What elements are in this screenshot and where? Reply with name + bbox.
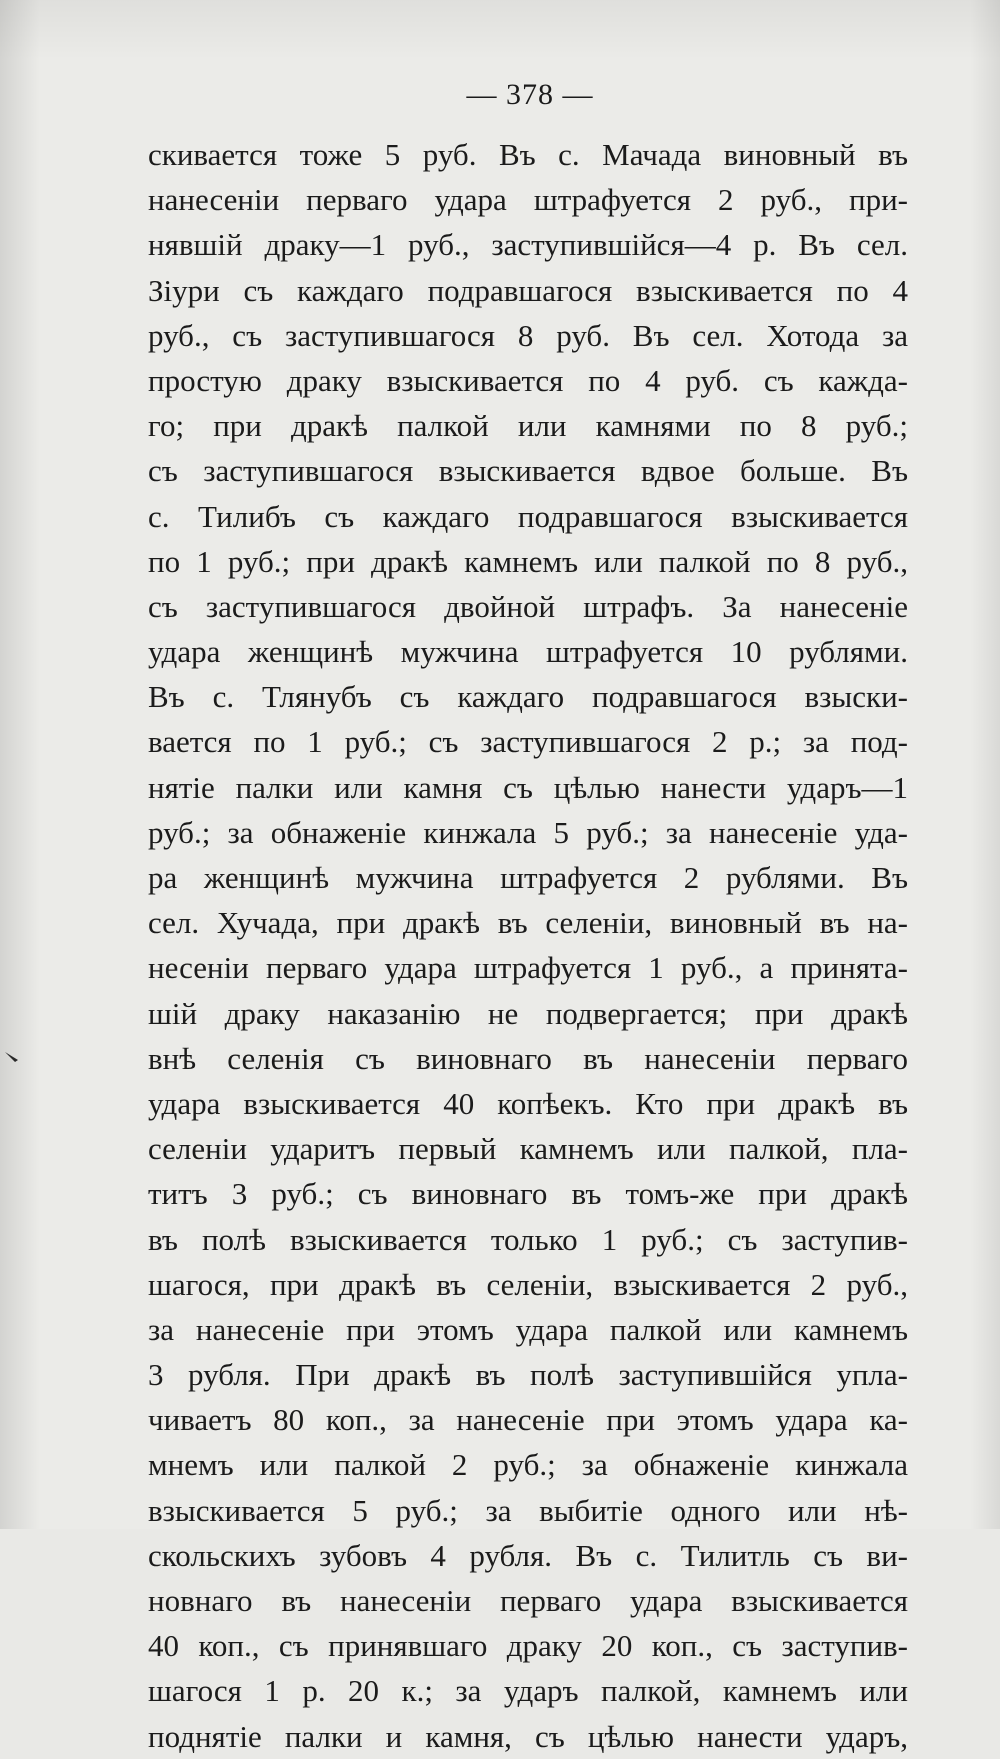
text-line: чиваетъ 80 коп., за нанесенiе при этомъ удара ка- (148, 1402, 908, 1438)
text-line: нятiе палки или камня съ цѣлью нанести ударъ—1 (148, 769, 908, 805)
body-text (148, 132, 908, 1759)
text-line: шагося, при дракѣ въ селенiи, взыскивается 2 руб., (148, 1266, 908, 1302)
text-line: титъ 3 руб.; съ виновнаго въ томъ-же при дракѣ (148, 1176, 908, 1212)
text-line: поднятiе палки и камня, съ цѣлью нанести ударъ, (148, 1718, 908, 1754)
text-line: съ заступившагося двойной штрафъ. За нанесенiе (148, 588, 908, 624)
text-line: за нанесенiе при этомъ удара палкой или камнемъ (148, 1311, 908, 1347)
text-line: мнемъ или палкой 2 руб.; за обнаженiе кинжала (148, 1447, 908, 1483)
text-line: руб., съ заступившагося 8 руб. Въ сел. Хотода за (148, 317, 908, 353)
text-line: ра женщинѣ мужчина штрафуется 2 рублями. Въ (148, 860, 908, 895)
text-line: несенiи перваго удара штрафуется 1 руб., а принята- (148, 950, 908, 986)
text-line: въ полѣ взыскивается только 1 руб.; съ заступив- (148, 1221, 908, 1257)
text-line: удара взыскивается 40 копѣекъ. Кто при дракѣ въ (148, 1085, 908, 1121)
text-line: простую драку взыскивается по 4 руб. съ кажда- (148, 362, 908, 398)
text-line: нанесенiи перваго удара штрафуется 2 руб., при- (148, 182, 908, 218)
ink-speck-mark (4, 1050, 22, 1064)
text-line: сел. Хучада, при дракѣ въ селенiи, виновный въ на- (148, 905, 908, 941)
text-line: съ заступившагося взыскивается вдвое больше. Въ (148, 453, 908, 489)
text-line: новнаго въ нанесенiи перваго удара взыскивается (148, 1583, 908, 1618)
text-line: Въ с. Тлянубъ съ каждаго подравшагося взыски- (148, 679, 908, 715)
text-line: скивается тоже 5 руб. Въ с. Мачада виновный въ (148, 137, 908, 172)
text-line: с. Тилибъ съ каждаго подравшагося взыскивается (148, 498, 908, 534)
text-line: селенiи ударитъ первый камнемъ или палкой, пла- (148, 1131, 908, 1167)
text-line: скольскихъ зубовъ 4 рубля. Въ с. Тилитль съ ви- (148, 1537, 908, 1573)
text-line: го; при дракѣ палкой или камнями по 8 руб.; (148, 408, 908, 444)
text-line: 40 коп., съ принявшаго драку 20 коп., съ заступив- (148, 1628, 908, 1664)
text-line: руб.; за обнаженiе кинжала 5 руб.; за нанесенiе уда- (148, 814, 908, 850)
text-line: шагося 1 р. 20 к.; за ударъ палкой, камнемъ или (148, 1673, 908, 1709)
text-line: удара женщинѣ мужчина штрафуется 10 рублями. (148, 634, 908, 670)
text-line: внѣ селенiя съ виновнаго въ нанесенiи перваго (148, 1040, 908, 1076)
text-line: взыскивается 5 руб.; за выбитiе одного или нѣ- (148, 1492, 908, 1528)
text-line: шiй драку наказанiю не подвергается; при дракѣ (148, 995, 908, 1031)
page-number: — 378 — (466, 78, 594, 111)
text-line: нявшiй драку—1 руб., заступившiйся—4 р. Въ сел. (148, 227, 908, 263)
text-line: 3 рубля. При дракѣ въ полѣ заступившiйся упла- (148, 1357, 908, 1393)
text-line: Зiури съ каждаго подравшагося взыскивается по 4 (148, 272, 908, 308)
text-line: по 1 руб.; при дракѣ камнемъ или палкой по 8 руб., (148, 543, 908, 579)
text-line: вается по 1 руб.; съ заступившагося 2 р.; за под- (148, 724, 908, 760)
